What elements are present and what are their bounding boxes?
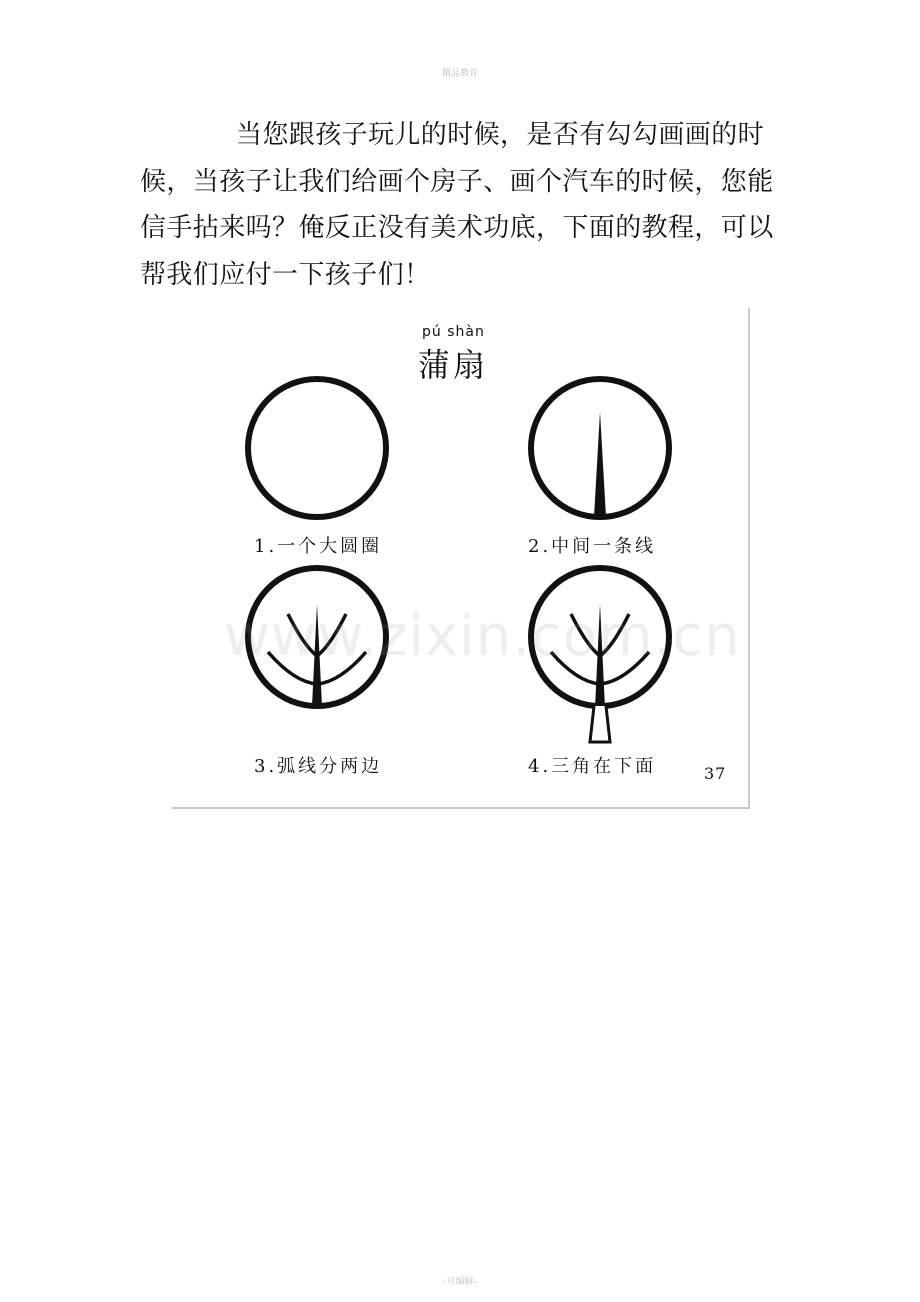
step-2-caption: 2.中间一条线	[528, 536, 657, 557]
tutorial-image	[172, 308, 750, 809]
title-pinyin: pú shàn	[422, 324, 485, 340]
step-3-caption: 3.弧线分两边	[254, 756, 383, 777]
page-header: 精品教育	[441, 69, 478, 79]
intro-paragraph: 当您跟孩子玩儿的时候，是否有勾勾画画的时候，当孩子让我们给画个房子、画个汽车的时候，您能信手拈来吗？俺反正没有美术功底，下面的教程，可以帮我们应付一下孩子们！	[140, 120, 774, 290]
step-1-drawing	[248, 379, 386, 517]
step-4-caption: 4.三角在下面	[528, 756, 657, 777]
step-1-caption: 1.一个大圆圈	[254, 536, 383, 557]
book-page-number: 37	[704, 764, 727, 783]
watermark: www.zixin.com.cn	[224, 604, 741, 669]
page-footer: -可编辑-	[443, 1277, 477, 1287]
tutorial-title: 蒲扇	[418, 346, 489, 384]
step-2-drawing	[531, 379, 669, 517]
